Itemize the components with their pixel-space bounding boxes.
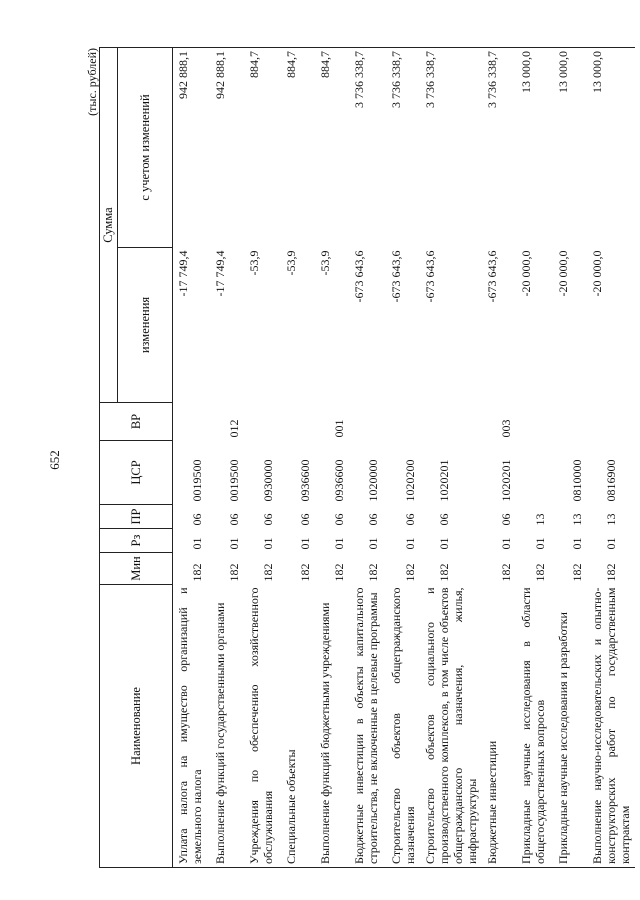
row-min: 182 <box>331 563 346 582</box>
row-change: -673 643,6 <box>484 250 499 303</box>
row-min: 182 <box>436 563 451 582</box>
row-change: -53,9 <box>317 250 332 276</box>
row-total: 3 736 338,7 <box>349 48 386 248</box>
row-csr: 0936600 <box>331 459 346 502</box>
header-sum: Сумма <box>100 48 118 403</box>
row-min: 182 <box>569 563 584 582</box>
row-csr: 1020201 <box>436 459 451 502</box>
table-row <box>587 48 635 868</box>
row-change: -20 000,0 <box>555 250 570 297</box>
header-csr: ЦСР <box>100 441 173 505</box>
header-rz: Рз <box>100 529 173 553</box>
units-note: (тыс. рублей) <box>85 48 99 116</box>
row-pr: 06 <box>436 513 451 526</box>
row-pr: 13 <box>569 513 584 526</box>
row-rz: 01 <box>402 537 417 550</box>
table-row <box>173 48 210 868</box>
row-csr: 1020000 <box>365 459 380 502</box>
row-csr <box>516 441 553 505</box>
row-pr: 06 <box>190 513 204 526</box>
header-name: Наименование <box>100 585 173 868</box>
row-min: 182 <box>498 563 513 582</box>
table-row <box>281 48 315 868</box>
rotated-table-area <box>85 48 632 868</box>
row-total: 942 888,1 <box>173 48 210 248</box>
row-name: Прикладные научные исследования в области общегосударственных вопросов <box>516 585 553 868</box>
row-pr: 06 <box>297 513 312 526</box>
row-pr: 06 <box>365 513 380 526</box>
row-vr <box>173 403 210 441</box>
row-min: 182 <box>226 563 241 582</box>
row-change: -673 643,6 <box>351 250 366 303</box>
row-csr: 0810000 <box>569 459 584 502</box>
row-csr: 0936600 <box>297 459 312 502</box>
row-pr: 06 <box>226 513 241 526</box>
row-rz: 01 <box>603 537 618 550</box>
row-name: Выполнение научно-исследовательских и опытно-конструкторских работ по государственным контрактам <box>587 585 635 868</box>
row-csr: 1020201 <box>498 459 513 502</box>
row-min: 182 <box>297 563 312 582</box>
row-change: -17 749,4 <box>176 250 190 297</box>
row-vr <box>587 403 635 441</box>
header-row-1 <box>100 48 118 868</box>
row-change: -53,9 <box>283 250 298 276</box>
row-total: 3 736 338,7 <box>420 48 482 248</box>
row-pr: 06 <box>402 513 417 526</box>
row-min: 182 <box>603 563 618 582</box>
row-change: -17 749,4 <box>212 250 227 297</box>
row-name: Уплата налога на имущество организаций и земельного налога <box>173 585 210 868</box>
row-vr <box>516 403 553 441</box>
row-change: -20 000,0 <box>518 250 533 297</box>
row-total: 13 000,0 <box>516 48 553 248</box>
table-row <box>516 48 553 868</box>
row-total: 884,7 <box>244 48 281 248</box>
row-rz: 01 <box>532 537 547 550</box>
row-name: Выполнение функций государственными органами <box>210 585 244 868</box>
row-name: Специальные объекты <box>281 585 315 868</box>
row-name: Учреждения по обеспечению хозяйственного обслуживания <box>244 585 281 868</box>
row-csr: 1020200 <box>402 459 417 502</box>
row-total: 13 000,0 <box>553 48 587 248</box>
row-csr: 0930000 <box>260 459 275 502</box>
row-name: Строительство объектов социального и производственного комплексов, в том числе объектов общегражданского назначения, жилья, инфраструктуры <box>420 585 482 868</box>
row-rz: 01 <box>365 537 380 550</box>
page-number: 652 <box>47 450 62 470</box>
row-vr <box>386 403 420 441</box>
row-pr: 06 <box>498 513 513 526</box>
row-vr: 001 <box>331 419 346 438</box>
row-min: 182 <box>365 563 380 582</box>
table-row <box>482 48 516 868</box>
row-vr <box>349 403 386 441</box>
table-row <box>349 48 386 868</box>
row-total: 884,7 <box>315 48 349 248</box>
table-row <box>420 48 482 868</box>
row-pr: 06 <box>260 513 275 526</box>
row-csr: 0816900 <box>603 459 618 502</box>
row-vr: 003 <box>498 419 513 438</box>
row-total: 942 888,1 <box>210 48 244 248</box>
row-name: Бюджетные инвестиции <box>482 585 516 868</box>
row-min: 182 <box>402 563 417 582</box>
row-vr: 012 <box>226 419 241 438</box>
header-vr: ВР <box>100 403 173 441</box>
row-vr <box>553 403 587 441</box>
row-name: Бюджетные инвестиции в объекты капитального строительства, не включенные в целевые программы <box>349 585 386 868</box>
row-csr: 0019500 <box>226 459 241 502</box>
row-vr <box>244 403 281 441</box>
row-pr: 13 <box>603 513 618 526</box>
row-rz: 01 <box>569 537 584 550</box>
row-name: Выполнение функций бюджетными учреждениями <box>315 585 349 868</box>
row-total: 884,7 <box>281 48 315 248</box>
table-row <box>244 48 281 868</box>
row-min: 182 <box>190 563 204 582</box>
row-total: 13 000,0 <box>587 48 635 248</box>
row-total: 3 736 338,7 <box>482 48 516 248</box>
row-rz: 01 <box>436 537 451 550</box>
row-pr: 13 <box>532 513 547 526</box>
row-vr <box>420 403 482 441</box>
row-rz: 01 <box>190 537 204 550</box>
table-row <box>315 48 349 868</box>
row-min: 182 <box>260 563 275 582</box>
row-rz: 01 <box>260 537 275 550</box>
row-total: 3 736 338,7 <box>386 48 420 248</box>
row-rz: 01 <box>297 537 312 550</box>
row-rz: 01 <box>331 537 346 550</box>
table-row <box>210 48 244 868</box>
header-change: изменения <box>118 248 173 403</box>
row-rz: 01 <box>226 537 241 550</box>
row-vr <box>281 403 315 441</box>
row-name: Строительство объектов общегражданского назначения <box>386 585 420 868</box>
row-change: -20 000,0 <box>589 250 604 297</box>
table-row <box>386 48 420 868</box>
row-change: -53,9 <box>246 250 261 276</box>
header-pr: ПР <box>100 505 173 529</box>
row-min: 182 <box>532 563 547 582</box>
table-row <box>553 48 587 868</box>
header-min: Мин <box>100 553 173 585</box>
row-rz: 01 <box>498 537 513 550</box>
row-change: -673 643,6 <box>422 250 437 303</box>
row-name: Прикладные научные исследования и разработки <box>553 585 587 868</box>
row-pr: 06 <box>331 513 346 526</box>
row-csr: 0019500 <box>190 459 204 502</box>
row-change: -673 643,6 <box>388 250 403 303</box>
budget-table <box>99 47 635 868</box>
header-with-change: с учетом изменений <box>118 48 173 248</box>
